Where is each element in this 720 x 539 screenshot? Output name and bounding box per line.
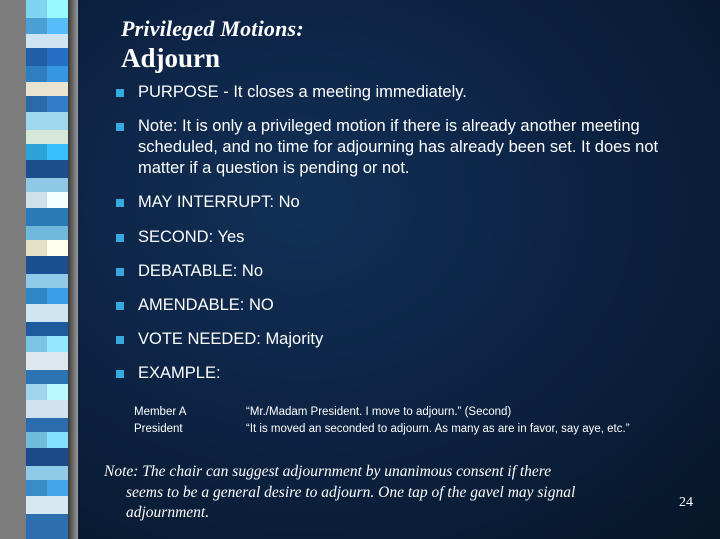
list-item-text: EXAMPLE:	[138, 363, 221, 382]
list-item-text: AMENDABLE: NO	[138, 295, 274, 314]
square-bullet-icon	[116, 302, 124, 310]
square-bullet-icon	[116, 268, 124, 276]
list-item	[100, 227, 700, 248]
table-row	[134, 404, 694, 421]
list-item	[100, 363, 700, 384]
strip-edge	[68, 0, 78, 539]
slide-content	[78, 0, 720, 539]
list-item	[100, 329, 700, 350]
decorative-left-strip	[0, 0, 78, 539]
speaker-quote: “Mr./Madam President. I move to adjourn.” (Second)	[246, 406, 512, 418]
list-item-text: Note: It is only a privileged motion if there is already another meeting scheduled, and no time for adjourning has already been set. It does not matter if a question is pending or not.	[138, 117, 659, 178]
slide-number: 24	[679, 495, 693, 510]
square-bullet-icon	[116, 370, 124, 378]
slide-title-main: Adjourn	[121, 43, 221, 73]
list-item	[100, 82, 700, 103]
bullet-list	[100, 82, 700, 397]
footnote	[104, 462, 679, 524]
square-bullet-icon	[116, 89, 124, 97]
footnote-line-2: seems to be a general desire to adjourn. One tap of the gavel may signal	[126, 483, 576, 501]
list-item	[100, 261, 700, 282]
square-bullet-icon	[116, 336, 124, 344]
mosaic-pattern	[26, 0, 68, 539]
speaker-label: Member A	[134, 406, 187, 418]
list-item	[100, 192, 700, 213]
table-row	[134, 421, 694, 438]
list-item-text: SECOND: Yes	[138, 227, 245, 246]
list-item	[100, 116, 700, 179]
slide-title-category: Privileged Motions:	[121, 16, 304, 41]
square-bullet-icon	[116, 199, 124, 207]
list-item-text: MAY INTERRUPT: No	[138, 193, 300, 212]
speaker-quote: “It is moved an seconded to adjourn. As many as are in favor, say aye, etc.”	[246, 422, 630, 435]
footnote-line-3: adjournment.	[126, 504, 210, 522]
speaker-label: President	[134, 422, 183, 435]
list-item-text: VOTE NEEDED: Majority	[138, 329, 324, 348]
square-bullet-icon	[116, 123, 124, 131]
list-item-text: DEBATABLE: No	[138, 261, 264, 280]
list-item	[100, 295, 700, 316]
list-item-text: PURPOSE - It closes a meeting immediately.	[138, 83, 467, 101]
square-bullet-icon	[116, 234, 124, 242]
example-dialogue	[134, 404, 694, 437]
footnote-line-1: Note: The chair can suggest adjournment by unanimous consent if there	[104, 463, 552, 480]
